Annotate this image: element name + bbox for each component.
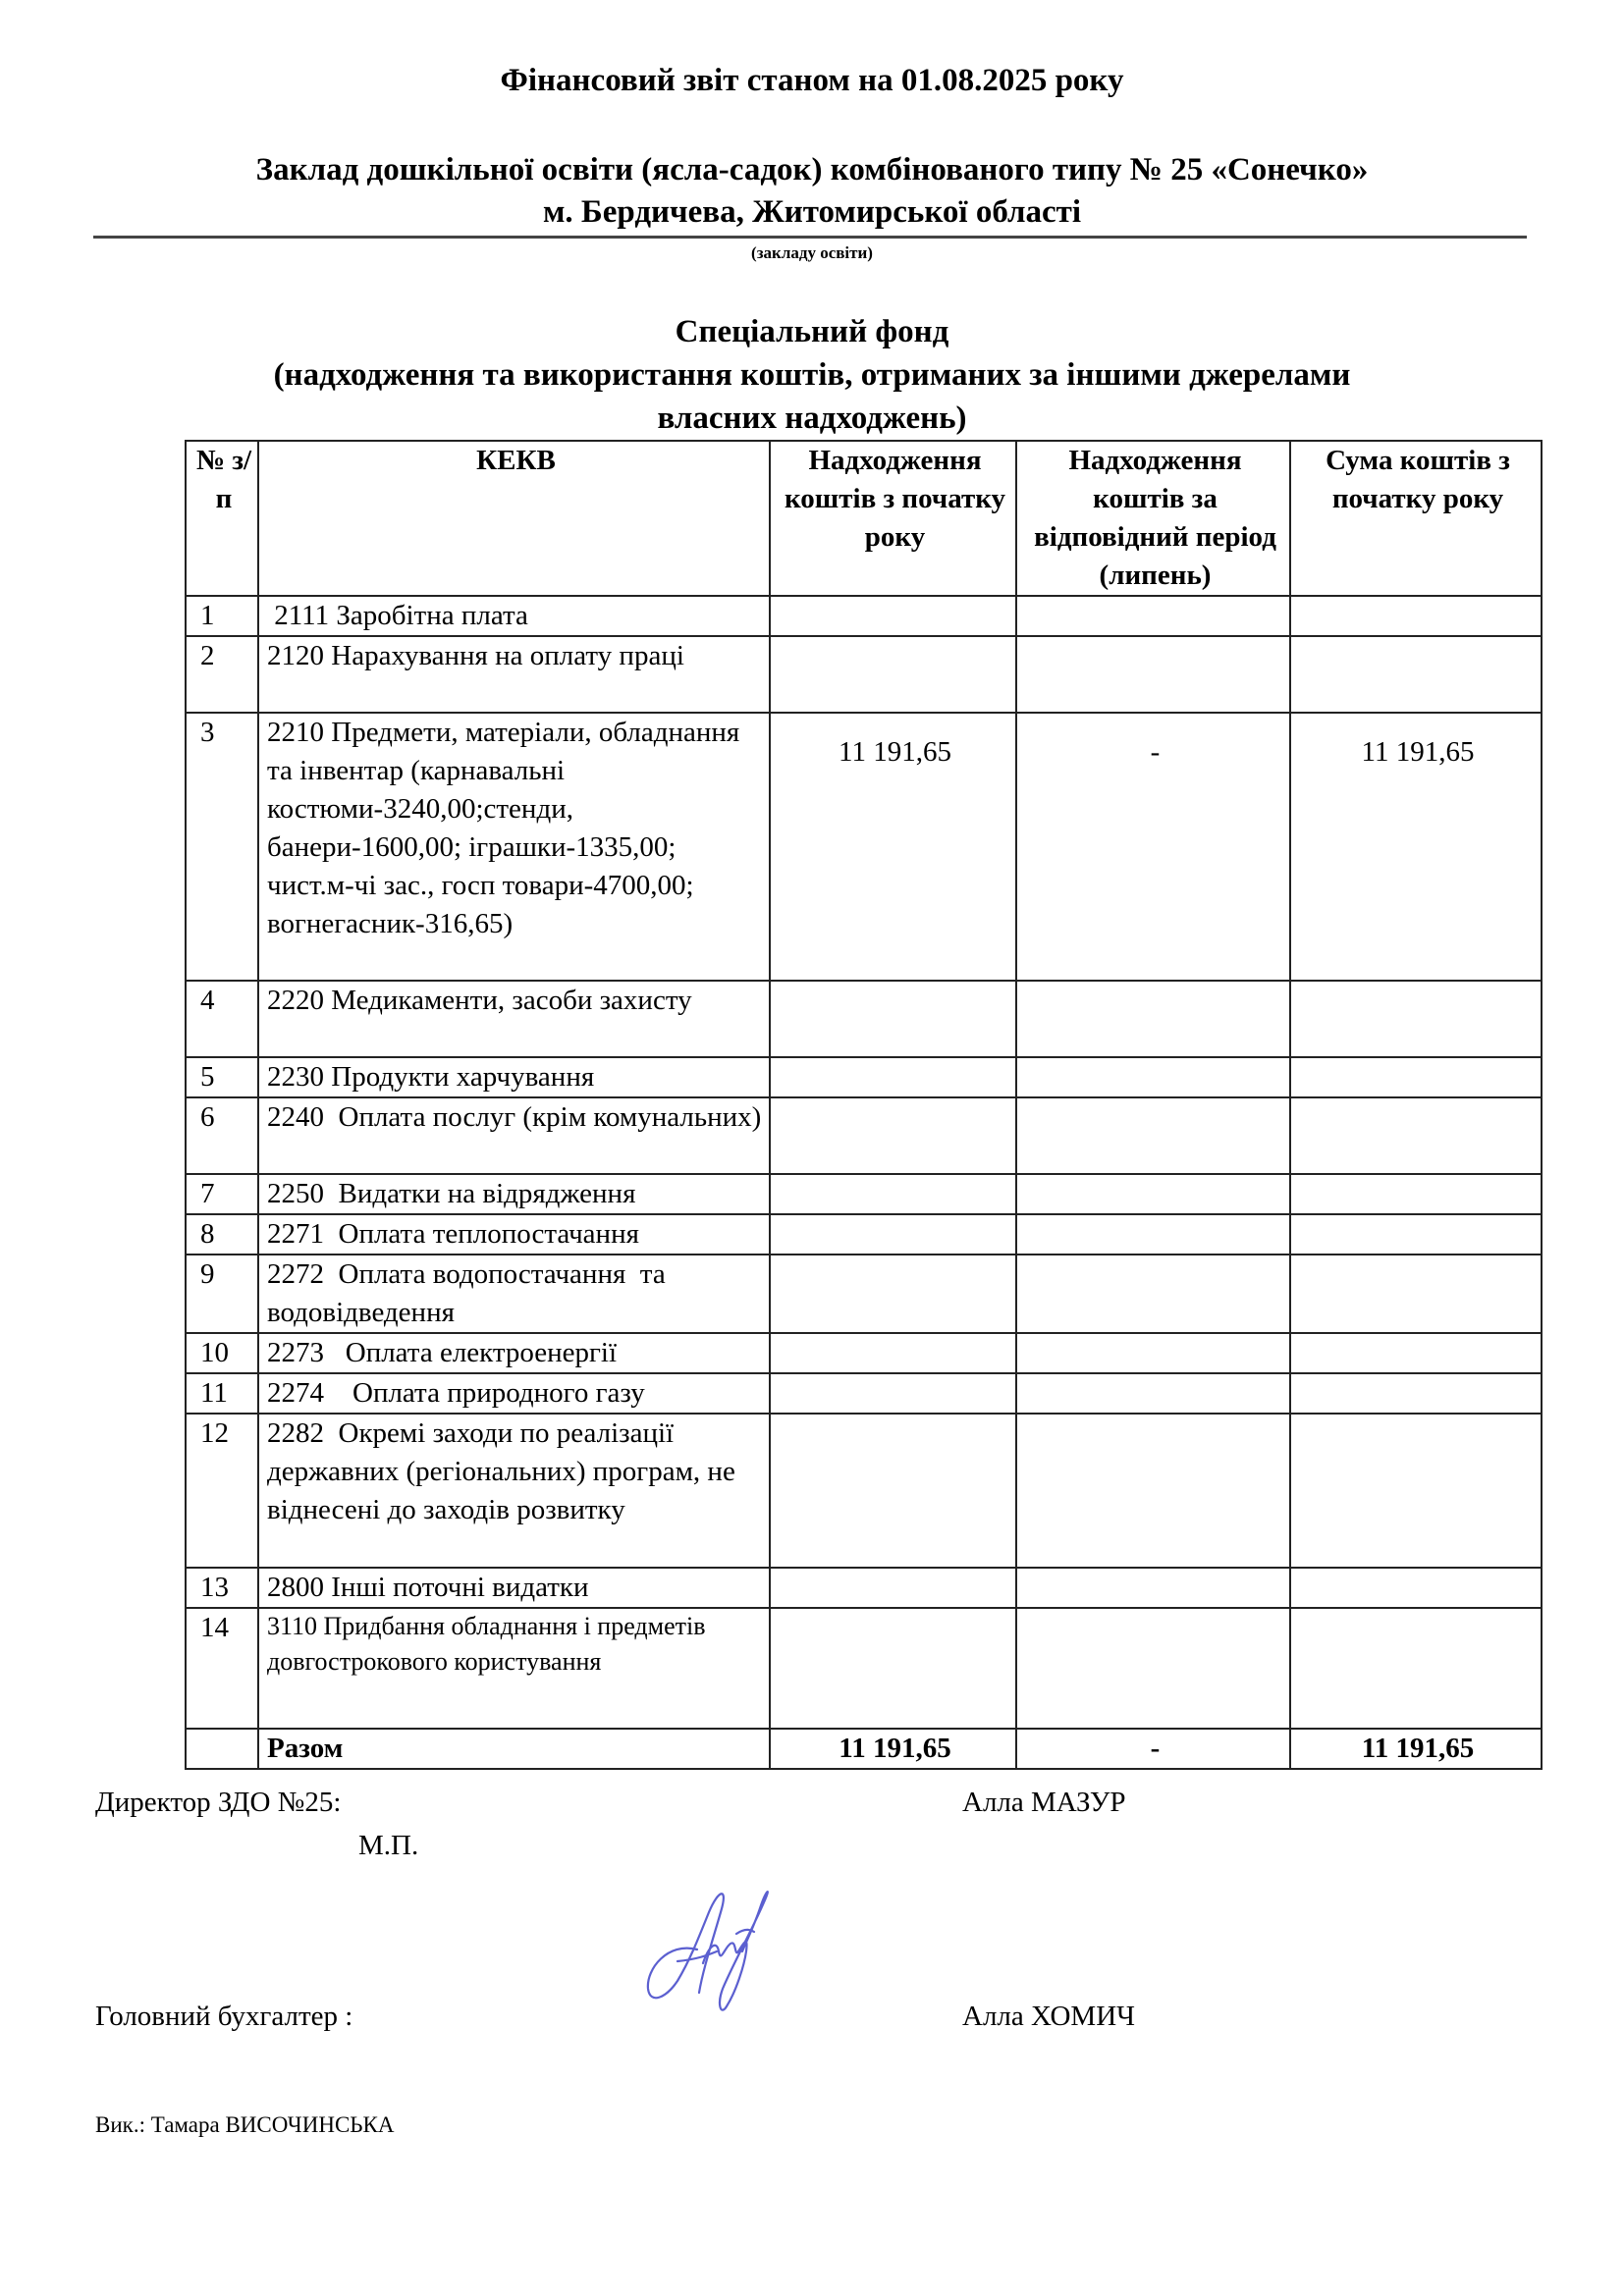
row-receipts-period (1016, 636, 1290, 713)
row-receipts-ytd (770, 1255, 1016, 1333)
row-kekv: 2111 Заробітна плата (258, 596, 770, 636)
table-row (186, 1373, 1542, 1414)
table-row (186, 1057, 1542, 1097)
row-receipts-ytd: 11 191,65 (770, 713, 1016, 981)
row-sum-ytd (1290, 1057, 1542, 1097)
institution-underline (93, 236, 1527, 239)
row-kekv: 2240 Оплата послуг (крім комунальних) (258, 1097, 770, 1174)
row-receipts-ytd (770, 1373, 1016, 1414)
row-kekv: 2282 Окремі заходи по реалізації державних (регіональних) програм, не віднесені до заходів розвитку (258, 1414, 770, 1568)
row-num: 4 (186, 981, 258, 1057)
row-kekv: 2230 Продукти харчування (258, 1057, 770, 1097)
total-receipts-ytd: 11 191,65 (770, 1729, 1016, 1769)
row-kekv: 2274 Оплата природного газу (258, 1373, 770, 1414)
total-num (186, 1729, 258, 1769)
table-row (186, 1255, 1542, 1333)
row-kekv: 2250 Видатки на відрядження (258, 1174, 770, 1214)
total-label: Разом (258, 1729, 770, 1769)
row-num: 9 (186, 1255, 258, 1333)
row-receipts-period (1016, 1414, 1290, 1568)
row-num: 10 (186, 1333, 258, 1373)
row-kekv: 2210 Предмети, матеріали, обладнання та інвентар (карнавальні костюми-3240,00;стенди, банери-1600,00; іграшки-1335,00; чист.м-чі зас., госп товари-4700,00; вогнегасник-316,65) (258, 713, 770, 981)
row-sum-ytd (1290, 1414, 1542, 1568)
row-num: 13 (186, 1568, 258, 1608)
row-sum-ytd (1290, 1608, 1542, 1729)
chief-accountant-label: Головний бухгалтер : (95, 2001, 353, 2032)
row-num: 5 (186, 1057, 258, 1097)
row-receipts-ytd (770, 1174, 1016, 1214)
row-kekv: 3110 Придбання обладнання і предметів довгострокового користування (258, 1608, 770, 1729)
table-row (186, 1414, 1542, 1568)
row-receipts-period (1016, 1057, 1290, 1097)
row-receipts-ytd (770, 1608, 1016, 1729)
table-row (186, 636, 1542, 713)
total-sum-ytd: 11 191,65 (1290, 1729, 1542, 1769)
signature-icon (638, 1883, 795, 2020)
row-sum-ytd (1290, 981, 1542, 1057)
row-receipts-ytd (770, 1097, 1016, 1174)
row-receipts-ytd (770, 636, 1016, 713)
table-row (186, 1174, 1542, 1214)
row-kekv: 2272 Оплата водопостачання та водовідведення (258, 1255, 770, 1333)
table-row (186, 713, 1542, 981)
row-receipts-ytd (770, 1214, 1016, 1255)
row-num: 6 (186, 1097, 258, 1174)
table-total-row (186, 1729, 1542, 1769)
row-kekv: 2220 Медикаменти, засоби захисту (258, 981, 770, 1057)
director-label: Директор ЗДО №25: (95, 1787, 342, 1818)
col-header-kekv: КЕКВ (258, 441, 770, 596)
row-sum-ytd (1290, 1097, 1542, 1174)
director-name: Алла МАЗУР (962, 1787, 1126, 1818)
stamp-label: М.П. (358, 1830, 419, 1861)
row-sum-ytd (1290, 1333, 1542, 1373)
table-row (186, 981, 1542, 1057)
row-sum-ytd (1290, 1255, 1542, 1333)
row-receipts-period (1016, 1097, 1290, 1174)
row-sum-ytd (1290, 636, 1542, 713)
fund-title: Спеціальний фонд (675, 314, 949, 349)
row-kekv: 2273 Оплата електроенергії (258, 1333, 770, 1373)
institution-caption: (закладу освіти) (751, 243, 873, 262)
table-row (186, 1333, 1542, 1373)
row-num: 3 (186, 713, 258, 981)
row-sum-ytd (1290, 1174, 1542, 1214)
col-header-sum-ytd: Сума коштів з початку року (1290, 441, 1542, 596)
col-header-receipts-ytd: Надходження коштів з початку року (770, 441, 1016, 596)
row-kekv: 2120 Нарахування на оплату праці (258, 636, 770, 713)
row-receipts-period (1016, 1174, 1290, 1214)
row-receipts-period (1016, 1214, 1290, 1255)
row-receipts-period (1016, 1373, 1290, 1414)
row-receipts-period (1016, 1568, 1290, 1608)
row-sum-ytd (1290, 1214, 1542, 1255)
table-row (186, 1608, 1542, 1729)
row-num: 14 (186, 1608, 258, 1729)
row-receipts-ytd (770, 981, 1016, 1057)
row-receipts-ytd (770, 1414, 1016, 1568)
fund-subtitle-line2: власних надходжень) (657, 400, 967, 436)
row-sum-ytd (1290, 1373, 1542, 1414)
chief-accountant-name: Алла ХОМИЧ (962, 2001, 1135, 2032)
executor-line: Вик.: Тамара ВИСОЧИНСЬКА (95, 2112, 395, 2137)
table-row (186, 1214, 1542, 1255)
row-receipts-period (1016, 981, 1290, 1057)
row-receipts-ytd (770, 596, 1016, 636)
table-header-row (186, 441, 1542, 596)
row-num: 12 (186, 1414, 258, 1568)
total-receipts-period: - (1016, 1729, 1290, 1769)
report-title: Фінансовий звіт станом на 01.08.2025 року (500, 63, 1124, 98)
row-receipts-ytd (770, 1333, 1016, 1373)
row-sum-ytd (1290, 1568, 1542, 1608)
row-sum-ytd (1290, 596, 1542, 636)
special-fund-table (185, 440, 1543, 1770)
col-header-receipts-period: Надходження коштів за відповідний період (липень) (1016, 441, 1290, 596)
institution-name: Заклад дошкільної освіти (ясла-садок) комбінованого типу № 25 «Сонечко» (255, 152, 1369, 187)
row-num: 8 (186, 1214, 258, 1255)
row-kekv: 2271 Оплата теплопостачання (258, 1214, 770, 1255)
institution-city: м. Бердичева, Житомирської області (542, 194, 1082, 230)
table-row (186, 596, 1542, 636)
row-receipts-period (1016, 1608, 1290, 1729)
row-num: 7 (186, 1174, 258, 1214)
row-receipts-period (1016, 1333, 1290, 1373)
row-receipts-ytd (770, 1568, 1016, 1608)
row-num: 11 (186, 1373, 258, 1414)
row-kekv: 2800 Інші поточні видатки (258, 1568, 770, 1608)
row-receipts-ytd (770, 1057, 1016, 1097)
row-receipts-period (1016, 596, 1290, 636)
table-row (186, 1568, 1542, 1608)
row-sum-ytd: 11 191,65 (1290, 713, 1542, 981)
col-header-num: № з/п (186, 441, 258, 596)
row-num: 1 (186, 596, 258, 636)
row-receipts-period (1016, 1255, 1290, 1333)
row-receipts-period: - (1016, 713, 1290, 981)
table-row (186, 1097, 1542, 1174)
fund-subtitle-line1: (надходження та використання коштів, отриманих за іншими джерелами (273, 357, 1351, 393)
row-num: 2 (186, 636, 258, 713)
